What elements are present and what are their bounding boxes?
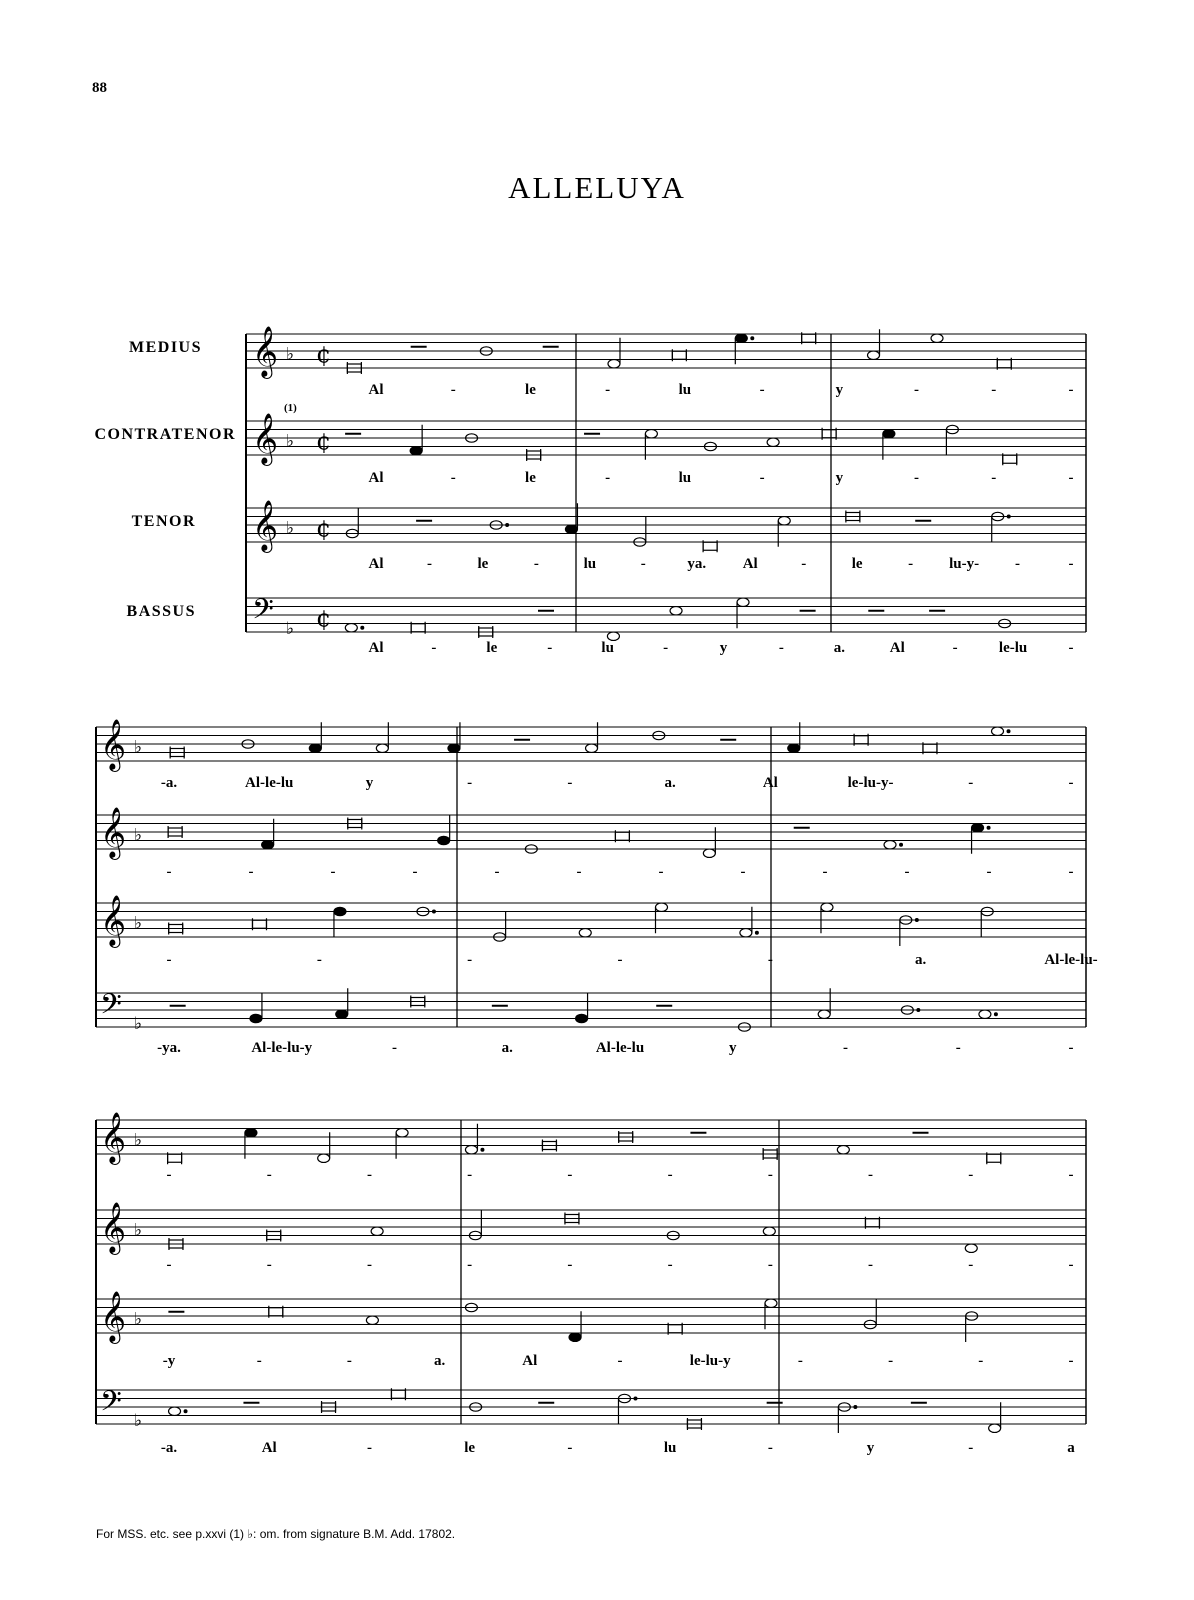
lyric-syllable: - [467,1167,473,1183]
treble-clef-icon: 𝄞 [100,895,127,946]
note-head [763,1227,775,1235]
lyric-syllable: le [851,556,863,572]
note-head [778,517,790,525]
lyric-syllable: - [166,864,172,880]
lyric-syllable: ya. [687,556,707,572]
lyric-syllable: - [467,1257,473,1273]
voice-label-bassus: BASSUS [126,603,196,620]
treble-clef-icon: 𝄞 [252,500,279,551]
lyric-syllable: - [316,952,322,968]
lyric-syllable: - [605,470,611,486]
flat-sign-icon: ♭ [134,825,143,846]
lyric-syllable: - [978,1353,984,1369]
lyric-syllable: -y [162,1353,176,1369]
lyric-syllable: - [617,1353,623,1369]
dot [481,1148,484,1151]
lyric-syllable: - [567,1440,573,1456]
note-head [345,624,357,632]
lyric-syllable: Al-le-lu- [1044,952,1098,968]
lyric-syllable: - [426,556,432,572]
lyric-syllable: Al [368,556,384,572]
lyric-syllable: - [801,556,807,572]
lyric-syllable: lu [583,556,597,572]
lyric-syllable: y [835,470,844,486]
lyric-syllable: - [1068,640,1074,656]
dot [987,826,990,829]
breve-note [987,1154,1001,1162]
notes [168,329,1017,1433]
lyric-syllable: le [525,470,536,486]
dot [751,337,754,340]
lyric-syllable: - [494,864,500,880]
lyric-syllable: Al [368,470,384,486]
lyric-syllable: le-lu-y [689,1353,731,1369]
piece-title: ALLELUYA [508,170,686,205]
lyric-syllable: - [392,1040,397,1056]
note-head [992,727,1004,735]
lyric-syllable: - [1068,1167,1074,1183]
cut-time-icon: ¢ [316,514,332,543]
lyric-syllable: - [1068,1257,1074,1273]
lyric-syllable: - [266,1257,272,1273]
dot [854,1406,857,1409]
lyric-syllable: - [366,1167,372,1183]
breve-note [615,832,629,840]
dot [1007,730,1010,733]
lyric-syllable: - [991,382,997,398]
lyric-syllable: - [567,1167,573,1183]
note-head [884,841,896,849]
lyric-syllable: - [166,952,172,968]
dot [506,524,509,527]
note-head [396,1129,408,1137]
lyric-syllable: - [868,1167,874,1183]
note-head [645,430,657,438]
lyric-syllable: a [1067,1440,1075,1456]
lyric-syllable: -a. [160,775,178,791]
flat-sign-icon: ♭ [134,1014,143,1034]
treble-clef-icon: 𝄞 [252,326,279,377]
lyric-syllable: - [605,382,611,398]
note-head [465,1146,477,1154]
dot [915,919,918,922]
flat-sign-icon: ♭ [134,1130,143,1151]
breve-note [854,736,868,744]
breve-note [269,1308,283,1316]
dot [361,626,364,629]
note-head [965,1244,977,1252]
lyric-syllable: - [1015,556,1021,572]
lyric-syllable: - [767,1167,773,1183]
footnote: For MSS. etc. see p.xxvi (1) ♭: om. from signature B.M. Add. 17802. [96,1527,456,1541]
note-head [448,744,460,752]
lyric-syllable: le [477,556,489,572]
note-head [608,360,620,368]
lyric-syllable: - [450,470,456,486]
lyric-syllable: Al-le-lu [245,775,294,791]
flat-sign-icon: ♭ [134,1309,143,1330]
note-head [979,1010,991,1018]
treble-clef-icon: 𝄞 [100,807,127,858]
breve-note [668,1325,682,1333]
dot [755,931,758,934]
lyric-syllable: le [525,382,536,398]
treble-clef-icon: 𝄞 [252,413,279,464]
note-head [366,1316,378,1324]
lyric-syllable: - [547,640,553,656]
note-head [169,1407,181,1415]
lyric-syllable: y [365,775,374,791]
lyric-syllable: Al [742,556,758,572]
note-head [586,744,598,752]
lyric-syllable: -ya. [157,1040,181,1056]
lyric-syllable: Al [261,1440,277,1456]
dot [634,1397,637,1400]
note-head [245,1129,257,1137]
lyric-syllable: y [835,382,844,398]
lyric-syllable: - [843,1040,848,1056]
voice-label-tenor: TENOR [131,513,196,530]
note-head [821,903,833,911]
lyric-syllable: lu [601,640,614,656]
lyric-syllable: - [366,1257,372,1273]
flat-sign-icon: ♭ [134,737,143,758]
breve-note [822,430,836,438]
note-head [818,1010,830,1018]
lyric-syllable: le-lu [998,640,1028,656]
breve-note [391,1390,405,1398]
lyric-syllable: - [767,1440,773,1456]
lyric-syllable: - [955,1040,961,1056]
treble-clef-icon: 𝄞 [100,1112,127,1163]
lyric-syllable: - [888,1353,894,1369]
dot [917,1009,920,1012]
breve-note [802,334,816,342]
note-head [576,1014,588,1022]
lyric-syllable: a. [915,952,927,968]
lyric-syllable: - [667,1257,673,1273]
lyric-syllable: - [914,382,920,398]
flat-sign-icon: ♭ [134,1411,143,1431]
note-head [740,929,752,937]
breve-note [703,542,717,550]
lyric-syllable: - [617,952,623,968]
lyric-syllable: - [412,864,418,880]
dot [184,1410,187,1413]
breve-note [865,1219,879,1227]
lyric-syllable: lu [678,470,692,486]
lyric-syllable: - [991,470,997,486]
dot [900,843,903,846]
lyric-syllable: - [1068,775,1074,791]
note-head [250,1014,262,1022]
breve-note [672,351,686,359]
lyric-syllable: y [719,640,728,656]
bass-clef-icon: 𝄢 [100,1385,122,1425]
lyric-syllable: le-lu-y- [847,775,894,791]
lyric-syllable: - [1068,1353,1074,1369]
lyric-syllable: - [366,1440,372,1456]
lyric-syllable: le [464,1440,476,1456]
lyric-syllable: - [968,1167,974,1183]
lyric-syllable: - [640,556,646,572]
lyric-syllable: - [576,864,582,880]
lyric-syllable: - [533,556,539,572]
breve-note [997,360,1011,368]
lyric-syllable: a. [664,775,676,791]
lyric-syllable: - [667,1167,673,1183]
lyric-syllable: - [868,1257,874,1273]
page-number: 88 [92,80,107,96]
lyric-syllable: a. [833,640,845,656]
lyric-syllable: - [767,1257,773,1273]
note-head [579,929,591,937]
breve-note [252,920,266,928]
note-head [989,1424,1001,1432]
lyric-syllable: y [729,1040,737,1056]
note-head [837,1146,849,1154]
note-head [410,447,422,455]
flat-sign-icon: ♭ [134,913,143,934]
lyric-syllable: y [866,1440,875,1456]
note-head [376,744,388,752]
lyric-syllable: a. [501,1040,513,1056]
cut-time-icon: ¢ [316,427,332,456]
note-head [788,744,800,752]
note-head [565,525,577,533]
lyric-syllable: - [658,864,664,880]
staff-lines [96,334,1086,1424]
lyric-syllable: - [1068,470,1074,486]
lyric-syllable: - [450,382,456,398]
lyric-syllable: - [908,556,914,572]
lyric-syllable: le [486,640,498,656]
cut-time-icon: ¢ [316,340,332,369]
lyric-syllable: lu [663,1440,677,1456]
lyric-syllable: - [346,1353,352,1369]
note-head [767,438,779,446]
lyric-syllable: -a. [160,1440,178,1456]
lyric-syllable: - [256,1353,262,1369]
lyric-syllable: - [166,1257,172,1273]
breve-note [923,744,937,752]
dot [433,910,436,913]
treble-clef-icon: 𝄞 [100,1291,127,1342]
lyric-syllable: - [567,1257,573,1273]
lyric-syllable: - [1068,1040,1074,1056]
lyric-syllable: Al [368,382,384,398]
flat-sign-icon: ♭ [286,619,295,639]
lyric-syllable: - [767,952,773,968]
lyric-syllable: - [986,864,992,880]
lyric-syllable: Al [762,775,778,791]
lyric-syllable: - [914,470,920,486]
lyric-syllable: Al [368,640,384,656]
note-head [972,824,984,832]
lyric-syllable: - [740,864,746,880]
lyric-syllable: lu [678,382,692,398]
flat-sign-icon: ♭ [134,1220,143,1241]
note-head [883,430,895,438]
note-head [670,607,682,615]
lyric-syllable: - [968,1440,974,1456]
flat-sign-icon: ♭ [286,344,295,365]
flat-sign-icon: ♭ [286,518,295,539]
cut-time-icon: ¢ [316,604,332,633]
barlines [96,334,1086,1424]
note-head [262,841,274,849]
treble-clef-icon: 𝄞 [100,719,127,770]
lyric-syllable: - [797,1353,803,1369]
breve-note [168,1154,182,1162]
lyric-syllable: - [968,1257,974,1273]
note-head [703,849,715,857]
note-head [569,1333,581,1341]
note-head [765,1299,777,1307]
lyric-syllable: - [759,382,765,398]
lyric-syllable: - [467,775,473,791]
lyric-syllable: - [904,864,910,880]
breve-note [1003,455,1017,463]
treble-clef-icon: 𝄞 [100,1202,127,1253]
lyric-syllable: Al-le-lu-y [251,1040,313,1056]
lyric-syllable: a. [433,1353,446,1369]
lyric-syllable: - [952,640,958,656]
lyric-syllable: - [822,864,828,880]
note-head [336,1010,348,1018]
dot [1007,515,1010,518]
lyric-syllable: - [968,775,974,791]
lyric-syllable: - [663,640,669,656]
lyric-syllable: - [330,864,336,880]
note-head [334,907,346,915]
lyric-syllable: - [467,952,473,968]
lyric-syllable: lu-y- [949,556,980,572]
lyric-syllable: - [431,640,437,656]
note-head [735,334,747,342]
bass-clef-icon: 𝄢 [100,988,122,1028]
note-head [868,351,880,359]
note-head [309,744,321,752]
lyric-syllable: Al [889,640,905,656]
lyric-syllable: - [1068,864,1074,880]
breve-note [411,624,425,632]
voice-label-contratenor: CONTRATENOR [94,426,236,443]
note-head [318,1154,330,1162]
flat-sign-icon: ♭ [286,431,295,452]
note-head [371,1227,383,1235]
note-head [931,334,943,342]
note-head [656,903,668,911]
note-head [438,836,450,844]
lyric-syllable: Al-le-lu [595,1040,645,1056]
lyric-syllable: - [567,775,573,791]
lyric-syllable: - [759,470,765,486]
variant-mark: (1) [284,402,297,414]
clefs-and-signatures [100,326,331,1431]
lyric-syllable: Al [522,1353,538,1369]
lyric-syllable: - [1068,556,1074,572]
bass-clef-icon: 𝄢 [252,593,274,633]
note-head [737,598,749,606]
lyric-syllable: - [166,1167,172,1183]
lyric-syllable: - [1068,382,1074,398]
voice-label-medius: MEDIUS [128,339,202,356]
dot [995,1013,998,1016]
lyric-syllable: - [248,864,254,880]
lyric-syllable: - [778,640,784,656]
lyric-syllable: - [266,1167,272,1183]
